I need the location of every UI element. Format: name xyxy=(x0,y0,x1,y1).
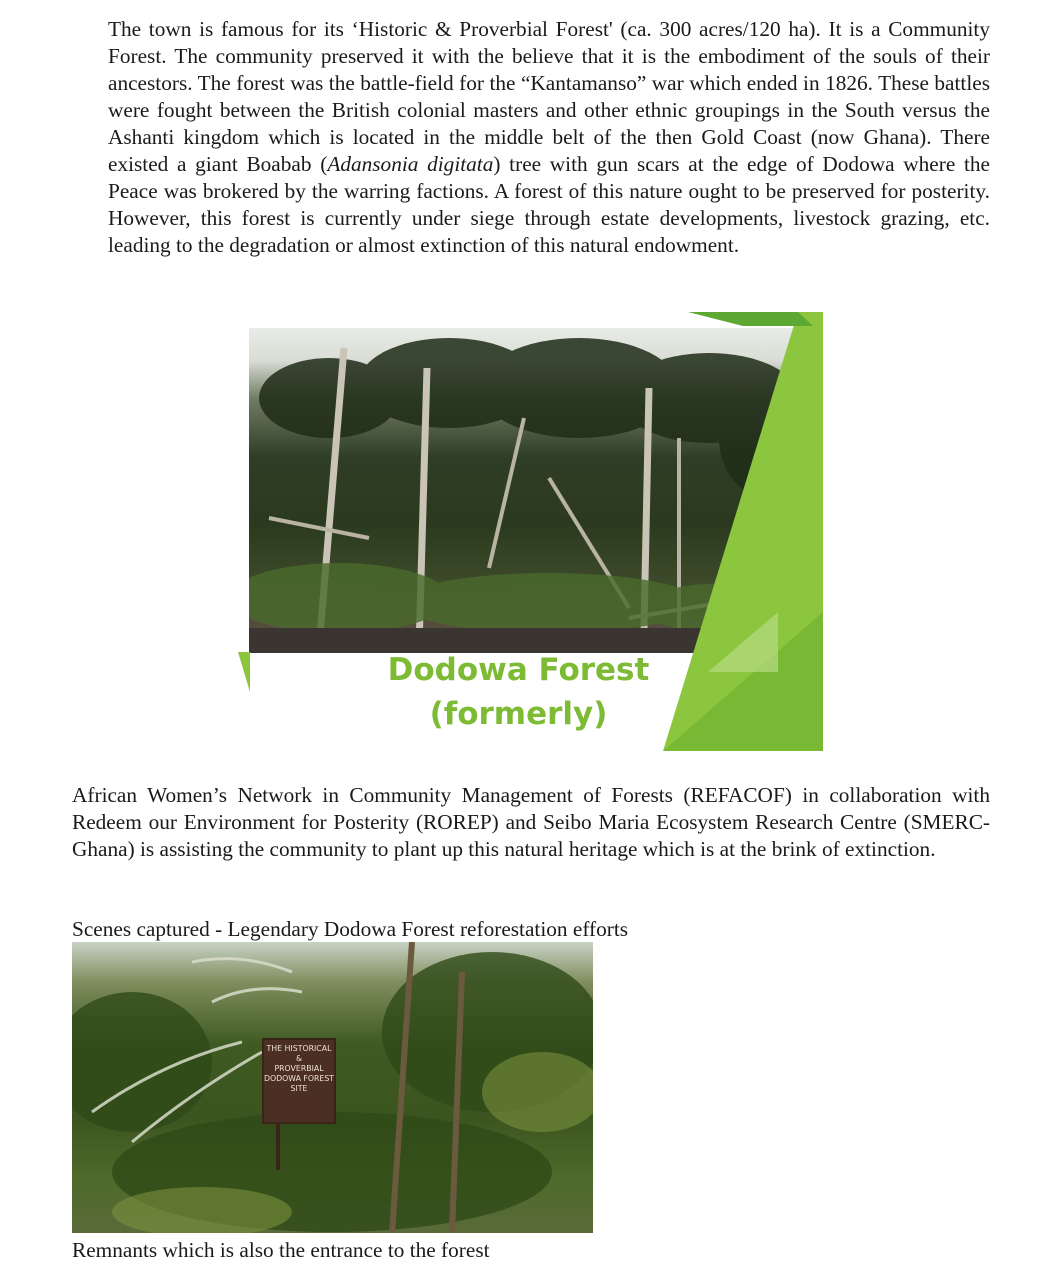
sign-line2: & xyxy=(295,1054,303,1063)
forest-site-sign xyxy=(262,1038,336,1124)
intro-text-part1: The town is famous for its ‘Historic & Proverbial Forest' (ca. 300 acres/120 ha). It is a Community Forest. The community preserved it with the believe that it is the embodiment of the souls of their ancestors. The forest was the battle-field for the “Kantamanso” war which ended in 1826. These battles were fought between the British colonial masters and other ethnic groupings in the South versus the Ashanti kingdom which is located in the middle belt of the then Gold Coast (now Ghana). There existed a giant Boabab ( xyxy=(108,17,990,176)
scenes-caption: Scenes captured - Legendary Dodowa Forest reforestation efforts xyxy=(72,917,629,941)
intro-paragraph xyxy=(108,16,990,259)
entrance-caption: Remnants which is also the entrance to the forest xyxy=(72,1238,490,1262)
sign-post xyxy=(276,1120,280,1170)
slide-title-line2: (formerly) xyxy=(429,696,608,732)
sign-line5: SITE xyxy=(290,1084,308,1093)
sign-line3: PROVERBIAL xyxy=(274,1064,324,1073)
slide-title-line1: Dodowa Forest xyxy=(387,652,650,688)
forest-entrance-photo xyxy=(72,942,593,1233)
sign-line1: THE HISTORICAL xyxy=(266,1044,332,1053)
intro-text-part2: ) tree with gun scars at the edge of Dodowa where the Peace was brokered by the warring factions. A forest of this nature ought to be preserved for posterity. However, this forest is currently under siege through estate developments, livestock grazing, etc. leading to the degradation or almost extinction of this natural endowment. xyxy=(108,152,990,257)
species-name: Adansonia digitata xyxy=(327,152,494,176)
collaboration-paragraph: African Women’s Network in Community Management of Forests (REFACOF) in collaboration with Redeem our Environment for Posterity (ROREP) and Seibo Maria Ecosystem Research Centre (SMERC-Ghana) is assisting the community to plant up this natural heritage which is at the brink of extinction. xyxy=(72,783,990,861)
sign-line4: DODOWA FOREST xyxy=(264,1074,335,1083)
dodowa-forest-slide-image xyxy=(238,312,823,751)
